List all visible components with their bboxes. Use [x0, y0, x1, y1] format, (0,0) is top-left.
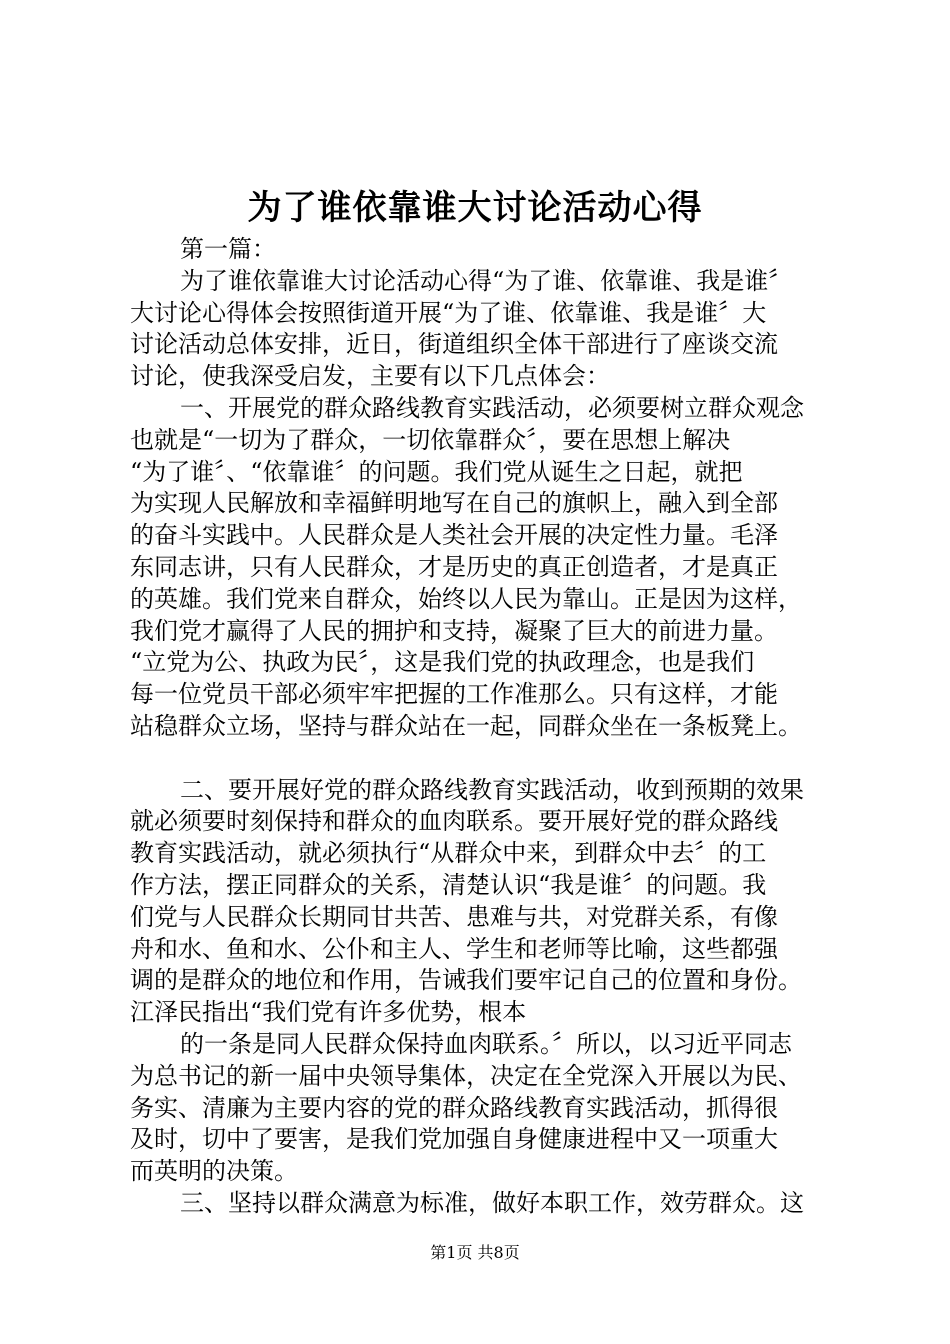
- document-title: 为了谁依靠谁大讨论活动心得: [247, 188, 703, 228]
- text-line: 讨论，使我深受启发，主要有以下几点体会：: [130, 362, 610, 391]
- text-line: 作方法，摆正同群众的关系，清楚认识“我是谁〞的问题。我: [130, 870, 767, 899]
- text-line: 为了谁依靠谁大讨论活动心得“为了谁、依靠谁、我是谁〞: [180, 266, 793, 295]
- text-line: 为实现人民解放和幸福鲜明地写在自己的旗帜上，融入到全部: [130, 489, 778, 518]
- text-line: 三、坚持以群众满意为标准，做好本职工作，效劳群众。这: [180, 1188, 804, 1217]
- text-line: 务实、清廉为主要内容的党的群众路线教育实践活动，抓得很: [130, 1093, 778, 1122]
- text-line: “为了谁〞、“依靠谁〞的问题。我们党从诞生之日起，就把: [130, 457, 743, 486]
- text-line: “立党为公、执政为民〞，这是我们党的执政理念，也是我们: [130, 648, 755, 677]
- text-line: 舟和水、鱼和水、公仆和主人、学生和老师等比喻，这些都强: [130, 934, 778, 963]
- text-line: 们党与人民群众长期同甘共苦、患难与共，对党群关系，有像: [130, 902, 778, 931]
- text-line: 教育实践活动，就必须执行“从群众中来，到群众中去〞的工: [130, 839, 767, 868]
- text-line: 东同志讲，只有人民群众，才是历史的真正创造者，才是真正: [130, 552, 778, 581]
- text-line: [130, 743, 830, 775]
- text-line: 的一条是同人民群众保持血肉联系。〞所以，以习近平同志: [180, 1029, 792, 1058]
- text-line: 江泽民指出“我们党有许多优势，根本: [130, 998, 527, 1027]
- text-line: 的奋斗实践中。人民群众是人类社会开展的决定性力量。毛泽: [130, 521, 778, 550]
- document-body: [130, 234, 830, 1220]
- page-footer: 第1页 共8页: [430, 1243, 520, 1262]
- text-line: 为总书记的新一届中央领导集体，决定在全党深入开展以为民、: [130, 1061, 802, 1090]
- text-line: 我们党才赢得了人民的拥护和支持，凝聚了巨大的前进力量。: [130, 616, 778, 645]
- text-line: 及时，切中了要害，是我们党加强自身健康进程中又一项重大: [130, 1125, 778, 1154]
- text-line: 而英明的决策。: [130, 1157, 298, 1186]
- text-line: 就必须要时刻保持和群众的血肉联系。要开展好党的群众路线: [130, 807, 778, 836]
- text-line: 讨论活动总体安排，近日，街道组织全体干部进行了座谈交流: [130, 330, 778, 359]
- text-line: 一、开展党的群众路线教育实践活动，必须要树立群众观念: [180, 393, 804, 422]
- text-line: 也就是“一切为了群众，一切依靠群众〞，要在思想上解决: [130, 425, 731, 454]
- text-line: 第一篇：: [180, 235, 276, 263]
- text-line: 每一位党员干部必须牢牢把握的工作准那么。只有这样，才能: [130, 680, 778, 709]
- text-line: 的英雄。我们党来自群众，始终以人民为靠山。正是因为这样，: [130, 584, 802, 613]
- text-line: 大讨论心得体会按照街道开展“为了谁、依靠谁、我是谁〞大: [130, 298, 767, 327]
- text-line: 站稳群众立场，坚持与群众站在一起，同群众坐在一条板凳上。: [130, 711, 802, 740]
- text-line: 调的是群众的地位和作用，告诫我们要牢记自己的位置和身份。: [130, 966, 802, 995]
- text-line: 二、要开展好党的群众路线教育实践活动，收到预期的效果: [180, 775, 804, 804]
